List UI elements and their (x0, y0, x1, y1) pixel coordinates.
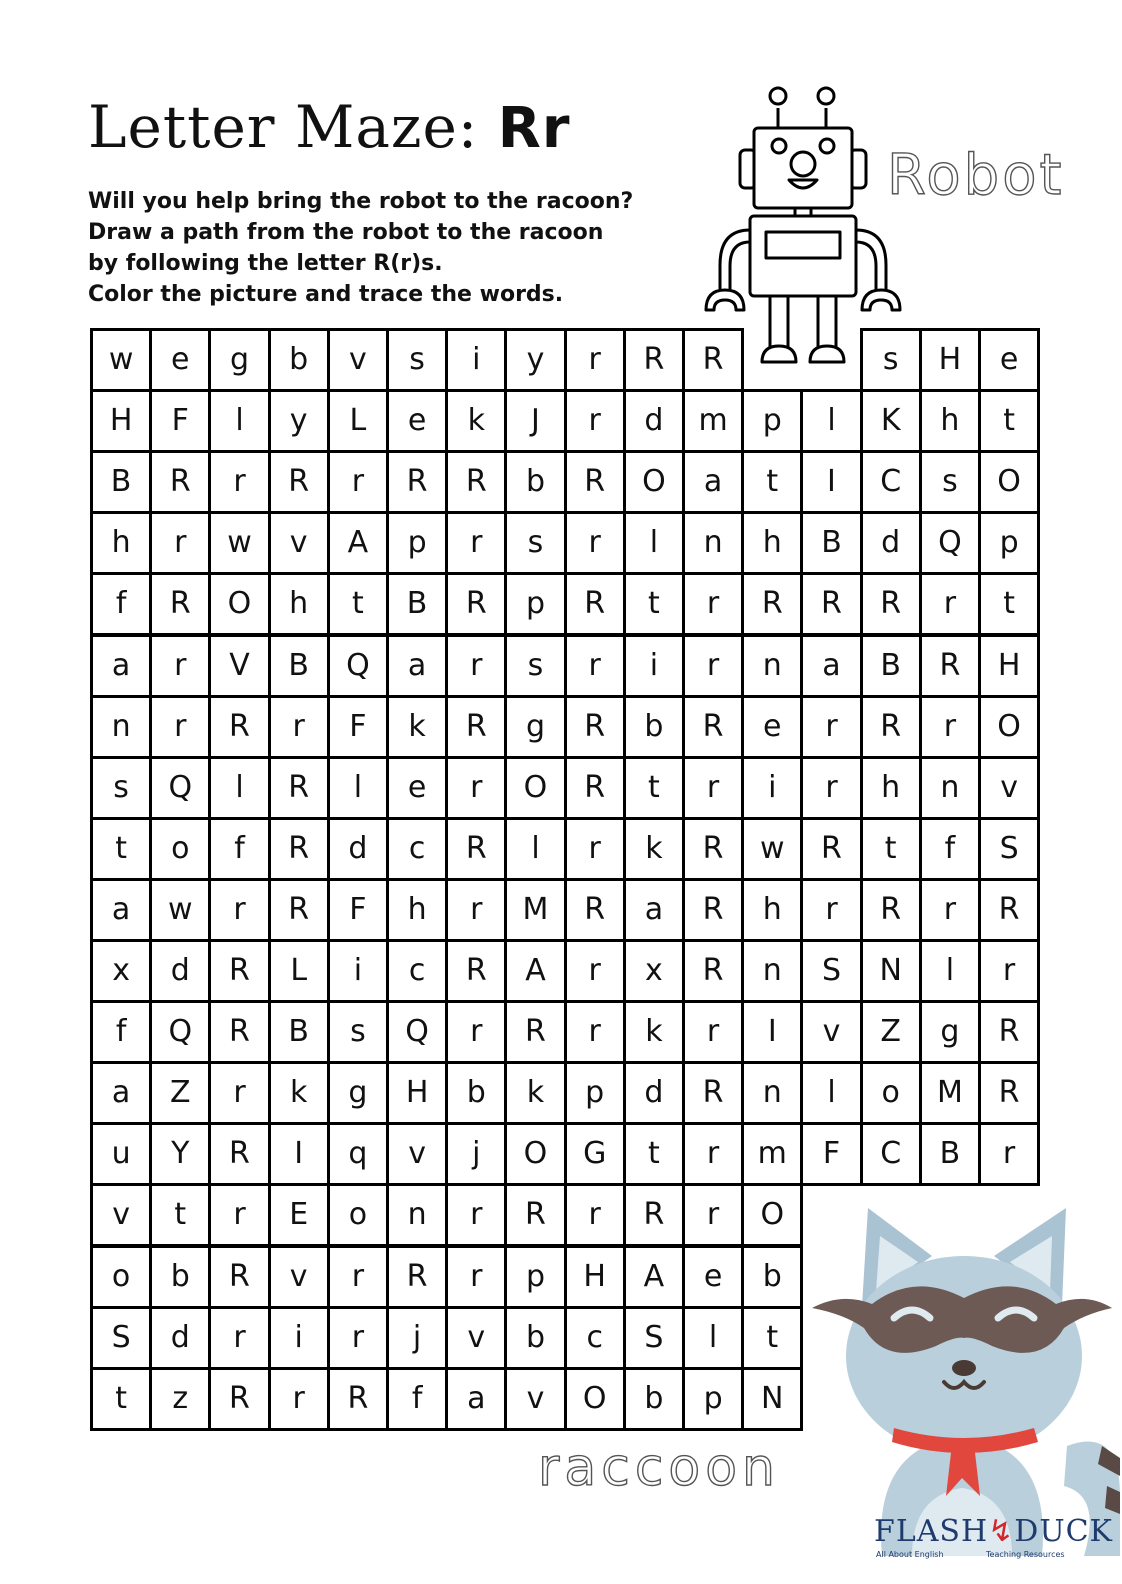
maze-cell[interactable]: d (327, 817, 389, 881)
instruction-line: Will you help bring the robot to the racoon? (88, 189, 634, 214)
maze-cell[interactable]: r (919, 572, 981, 636)
raccoon-illustration (802, 1196, 1120, 1556)
maze-cell[interactable]: o (860, 1061, 922, 1125)
maze-cell[interactable]: B (860, 634, 922, 698)
maze-cell[interactable]: l (682, 1306, 744, 1370)
maze-cell[interactable]: l (800, 1061, 862, 1125)
maze-cell[interactable]: R (386, 1245, 448, 1309)
maze-cell[interactable]: p (386, 511, 448, 575)
maze-cell[interactable]: n (741, 1061, 803, 1125)
maze-cell[interactable]: k (504, 1061, 566, 1125)
maze-cell[interactable]: k (623, 1000, 685, 1064)
maze-cell[interactable]: m (682, 389, 744, 453)
maze-cell[interactable]: R (682, 1061, 744, 1125)
maze-cell[interactable]: Q (386, 1000, 448, 1064)
maze-cell[interactable]: R (564, 572, 626, 636)
logo-tagline-left: All About English (876, 1550, 944, 1559)
maze-cell[interactable]: l (208, 389, 270, 453)
maze-cell[interactable]: r (564, 511, 626, 575)
maze-cell[interactable]: t (149, 1183, 211, 1247)
maze-cell[interactable]: r (268, 1367, 330, 1431)
maze-cell[interactable]: R (149, 572, 211, 636)
maze-cell[interactable]: R (919, 634, 981, 698)
maze-cell[interactable]: r (445, 1183, 507, 1247)
maze-cell[interactable]: B (268, 1000, 330, 1064)
maze-cell[interactable]: S (90, 1306, 152, 1370)
maze-cell[interactable]: r (564, 817, 626, 881)
maze-cell[interactable]: t (978, 572, 1040, 636)
maze-cell[interactable]: R (268, 450, 330, 514)
maze-cell[interactable]: R (564, 878, 626, 942)
maze-cell[interactable]: a (90, 878, 152, 942)
maze-cell[interactable]: R (978, 1061, 1040, 1125)
trace-word-robot[interactable]: Robot (887, 143, 1065, 208)
maze-cell[interactable]: x (90, 939, 152, 1003)
maze-cell[interactable]: p (564, 1061, 626, 1125)
maze-cell[interactable]: y (504, 328, 566, 392)
maze-cell[interactable]: f (386, 1367, 448, 1431)
maze-cell[interactable]: v (268, 1245, 330, 1309)
maze-cell[interactable]: r (445, 634, 507, 698)
maze-cell[interactable]: F (327, 878, 389, 942)
maze-cell[interactable]: r (564, 634, 626, 698)
maze-cell[interactable]: v (327, 328, 389, 392)
maze-cell[interactable]: V (208, 634, 270, 698)
maze-cell[interactable]: L (268, 939, 330, 1003)
maze-cell[interactable]: Z (860, 1000, 922, 1064)
maze-cell[interactable]: B (800, 511, 862, 575)
maze-cell[interactable]: n (741, 634, 803, 698)
lightning-icon: ↯ (988, 1514, 1015, 1549)
maze-cell[interactable]: R (860, 878, 922, 942)
maze-cell[interactable]: b (623, 1367, 685, 1431)
maze-cell[interactable]: r (327, 1306, 389, 1370)
maze-cell[interactable]: c (564, 1306, 626, 1370)
maze-cell[interactable]: g (208, 328, 270, 392)
maze-cell[interactable]: O (623, 450, 685, 514)
maze-cell[interactable]: f (208, 817, 270, 881)
maze-cell[interactable]: r (149, 695, 211, 759)
maze-cell[interactable]: Q (149, 756, 211, 820)
maze-cell[interactable]: r (445, 756, 507, 820)
maze-cell[interactable]: R (327, 1367, 389, 1431)
maze-cell[interactable]: s (504, 634, 566, 698)
maze-cell[interactable]: r (919, 695, 981, 759)
maze-cell[interactable]: H (90, 389, 152, 453)
maze-cell[interactable]: H (386, 1061, 448, 1125)
worksheet-title (88, 92, 571, 164)
maze-cell[interactable]: R (208, 1000, 270, 1064)
maze-cell[interactable]: G (564, 1122, 626, 1186)
maze-cell[interactable]: r (208, 1061, 270, 1125)
maze-cell[interactable]: R (504, 1000, 566, 1064)
maze-cell[interactable]: r (564, 328, 626, 392)
maze-cell[interactable]: N (860, 939, 922, 1003)
maze-cell[interactable]: d (149, 1306, 211, 1370)
maze-cell[interactable]: H (919, 328, 981, 392)
maze-cell[interactable]: R (682, 878, 744, 942)
maze-cell[interactable]: g (919, 1000, 981, 1064)
maze-cell[interactable]: O (504, 756, 566, 820)
maze-cell[interactable]: r (564, 1183, 626, 1247)
maze-cell[interactable]: R (386, 450, 448, 514)
maze-cell[interactable]: t (90, 1367, 152, 1431)
maze-cell[interactable]: R (208, 695, 270, 759)
maze-cell[interactable]: a (90, 634, 152, 698)
maze-cell[interactable]: r (682, 1122, 744, 1186)
maze-cell[interactable]: N (741, 1367, 803, 1431)
maze-cell[interactable]: t (860, 817, 922, 881)
maze-cell[interactable]: j (445, 1122, 507, 1186)
maze-cell[interactable]: r (327, 1245, 389, 1309)
maze-cell[interactable]: a (682, 450, 744, 514)
maze-cell[interactable]: R (445, 817, 507, 881)
maze-cell[interactable]: F (149, 389, 211, 453)
maze-cell[interactable]: p (504, 1245, 566, 1309)
maze-cell[interactable]: r (445, 511, 507, 575)
maze-cell[interactable]: R (800, 817, 862, 881)
maze-cell[interactable]: r (208, 878, 270, 942)
maze-cell[interactable]: t (623, 756, 685, 820)
maze-cell[interactable]: b (149, 1245, 211, 1309)
maze-cell[interactable]: k (623, 817, 685, 881)
maze-cell[interactable]: R (860, 572, 922, 636)
maze-cell[interactable]: v (978, 756, 1040, 820)
maze-cell[interactable]: h (386, 878, 448, 942)
logo-right-text: DUCK (1014, 1514, 1113, 1549)
maze-cell[interactable]: K (860, 389, 922, 453)
maze-cell[interactable]: R (682, 695, 744, 759)
maze-cell[interactable]: g (327, 1061, 389, 1125)
maze-cell[interactable]: A (504, 939, 566, 1003)
maze-cell[interactable]: r (149, 634, 211, 698)
maze-cell[interactable]: R (623, 328, 685, 392)
maze-cell[interactable]: R (623, 1183, 685, 1247)
maze-cell[interactable]: a (445, 1367, 507, 1431)
maze-cell[interactable]: h (741, 878, 803, 942)
maze-cell[interactable]: O (978, 450, 1040, 514)
maze-cell[interactable]: r (800, 695, 862, 759)
maze-cell[interactable]: R (682, 817, 744, 881)
maze-cell[interactable]: H (978, 634, 1040, 698)
maze-cell[interactable]: l (208, 756, 270, 820)
maze-cell[interactable]: t (623, 572, 685, 636)
maze-cell[interactable]: e (386, 389, 448, 453)
maze-cell[interactable]: r (919, 878, 981, 942)
maze-cell[interactable]: r (682, 634, 744, 698)
maze-cell[interactable]: R (445, 450, 507, 514)
maze-cell[interactable]: r (564, 389, 626, 453)
maze-cell[interactable]: R (268, 817, 330, 881)
maze-cell[interactable]: Z (149, 1061, 211, 1125)
instructions (88, 186, 688, 310)
maze-cell[interactable]: r (149, 511, 211, 575)
maze-cell[interactable]: l (504, 817, 566, 881)
maze-cell[interactable]: o (149, 817, 211, 881)
maze-cell[interactable]: i (623, 634, 685, 698)
maze-cell[interactable]: R (445, 939, 507, 1003)
maze-cell[interactable]: v (268, 511, 330, 575)
maze-cell[interactable]: s (327, 1000, 389, 1064)
maze-cell[interactable]: R (800, 572, 862, 636)
maze-cell[interactable]: d (149, 939, 211, 1003)
maze-cell[interactable]: b (741, 1245, 803, 1309)
maze-cell[interactable]: r (978, 939, 1040, 1003)
maze-cell[interactable]: e (149, 328, 211, 392)
maze-cell[interactable]: n (919, 756, 981, 820)
maze-cell[interactable]: M (919, 1061, 981, 1125)
maze-cell[interactable]: M (504, 878, 566, 942)
maze-cell[interactable]: L (327, 389, 389, 453)
maze-cell[interactable]: s (860, 328, 922, 392)
maze-cell[interactable]: O (564, 1367, 626, 1431)
maze-cell[interactable]: s (919, 450, 981, 514)
maze-cell[interactable]: H (564, 1245, 626, 1309)
maze-cell[interactable]: y (268, 389, 330, 453)
maze-cell[interactable]: r (268, 695, 330, 759)
maze-cell[interactable]: a (90, 1061, 152, 1125)
maze-cell[interactable]: F (327, 695, 389, 759)
maze-cell[interactable]: o (327, 1183, 389, 1247)
maze-cell[interactable]: d (623, 389, 685, 453)
maze-cell[interactable]: e (386, 756, 448, 820)
maze-cell[interactable]: k (386, 695, 448, 759)
flashduck-logo (874, 1514, 1113, 1562)
maze-cell[interactable]: b (504, 1306, 566, 1370)
maze-cell[interactable]: A (327, 511, 389, 575)
maze-cell[interactable]: r (208, 450, 270, 514)
maze-cell[interactable]: w (208, 511, 270, 575)
logo-tagline-right: Teaching Resources (986, 1550, 1065, 1559)
maze-cell[interactable]: s (504, 511, 566, 575)
maze-cell[interactable]: B (919, 1122, 981, 1186)
maze-cell[interactable]: v (504, 1367, 566, 1431)
maze-cell[interactable]: I (268, 1122, 330, 1186)
maze-cell[interactable]: f (919, 817, 981, 881)
instruction-line: Color the picture and trace the words. (88, 282, 564, 307)
maze-cell[interactable]: R (741, 572, 803, 636)
maze-cell[interactable]: R (268, 878, 330, 942)
maze-cell[interactable]: B (268, 634, 330, 698)
maze-cell[interactable]: E (268, 1183, 330, 1247)
maze-cell[interactable]: R (208, 1122, 270, 1186)
maze-cell[interactable]: v (445, 1306, 507, 1370)
maze-cell[interactable]: z (149, 1367, 211, 1431)
maze-cell[interactable]: n (741, 939, 803, 1003)
maze-cell[interactable]: k (445, 389, 507, 453)
maze-cell[interactable]: R (208, 939, 270, 1003)
maze-cell[interactable]: r (445, 878, 507, 942)
maze-cell[interactable]: n (386, 1183, 448, 1247)
maze-cell[interactable]: O (208, 572, 270, 636)
maze-cell[interactable]: i (268, 1306, 330, 1370)
maze-cell[interactable]: R (208, 1245, 270, 1309)
maze-cell[interactable]: Y (149, 1122, 211, 1186)
maze-cell[interactable]: Q (919, 511, 981, 575)
maze-cell[interactable]: t (741, 450, 803, 514)
title-letters: Rr (497, 96, 571, 161)
maze-cell[interactable]: r (682, 756, 744, 820)
maze-cell[interactable]: p (504, 572, 566, 636)
maze-cell[interactable]: t (327, 572, 389, 636)
maze-cell[interactable]: t (741, 1306, 803, 1370)
maze-cell[interactable]: R (682, 939, 744, 1003)
maze-cell[interactable]: b (445, 1061, 507, 1125)
maze-cell[interactable]: S (623, 1306, 685, 1370)
maze-cell[interactable]: b (504, 450, 566, 514)
maze-cell[interactable]: R (682, 328, 744, 392)
maze-cell[interactable]: C (860, 1122, 922, 1186)
maze-cell[interactable]: R (504, 1183, 566, 1247)
maze-cell[interactable]: R (978, 1000, 1040, 1064)
maze-cell[interactable]: w (90, 328, 152, 392)
maze-cell[interactable]: h (741, 511, 803, 575)
maze-cell[interactable]: Q (149, 1000, 211, 1064)
maze-cell[interactable]: r (564, 939, 626, 1003)
maze-cell[interactable]: x (623, 939, 685, 1003)
maze-cell[interactable]: R (268, 756, 330, 820)
maze-cell[interactable]: J (504, 389, 566, 453)
maze-cell[interactable]: h (268, 572, 330, 636)
trace-word-raccoon[interactable]: raccoon (538, 1438, 781, 1498)
maze-cell[interactable]: g (504, 695, 566, 759)
maze-cell[interactable]: m (741, 1122, 803, 1186)
maze-cell[interactable]: l (800, 389, 862, 453)
maze-cell[interactable]: B (90, 450, 152, 514)
maze-cell[interactable]: O (741, 1183, 803, 1247)
maze-cell[interactable]: R (445, 695, 507, 759)
maze-cell[interactable]: i (741, 756, 803, 820)
maze-cell[interactable]: c (386, 817, 448, 881)
logo-left-text: FLASH (874, 1514, 989, 1549)
maze-cell[interactable]: r (800, 756, 862, 820)
maze-cell[interactable]: o (90, 1245, 152, 1309)
maze-cell[interactable]: r (564, 1000, 626, 1064)
maze-cell[interactable]: t (978, 389, 1040, 453)
maze-cell[interactable]: h (919, 389, 981, 453)
maze-cell[interactable]: F (800, 1122, 862, 1186)
maze-cell[interactable]: w (149, 878, 211, 942)
maze-cell[interactable]: v (90, 1183, 152, 1247)
maze-cell[interactable]: r (800, 878, 862, 942)
maze-cell[interactable]: r (445, 1000, 507, 1064)
maze-cell[interactable]: O (504, 1122, 566, 1186)
maze-cell[interactable]: R (564, 450, 626, 514)
maze-cell[interactable]: k (268, 1061, 330, 1125)
maze-cell[interactable]: f (90, 572, 152, 636)
maze-cell[interactable]: R (978, 878, 1040, 942)
maze-cell[interactable]: w (741, 817, 803, 881)
maze-cell[interactable]: r (978, 1122, 1040, 1186)
maze-cell[interactable]: d (860, 511, 922, 575)
maze-cell[interactable]: q (327, 1122, 389, 1186)
maze-cell[interactable]: i (445, 328, 507, 392)
maze-cell[interactable]: r (682, 572, 744, 636)
maze-cell[interactable]: r (682, 1000, 744, 1064)
maze-cell[interactable]: R (564, 756, 626, 820)
maze-cell[interactable]: Q (327, 634, 389, 698)
maze-cell[interactable]: R (208, 1367, 270, 1431)
maze-cell[interactable]: e (978, 328, 1040, 392)
maze-cell[interactable]: S (978, 817, 1040, 881)
maze-cell[interactable]: v (800, 1000, 862, 1064)
maze-cell[interactable]: f (90, 1000, 152, 1064)
maze-cell[interactable]: b (623, 695, 685, 759)
title-main: Letter Maze: (88, 93, 479, 161)
maze-cell[interactable]: p (978, 511, 1040, 575)
maze-cell[interactable]: t (623, 1122, 685, 1186)
maze-cell[interactable]: C (860, 450, 922, 514)
maze-cell[interactable]: u (90, 1122, 152, 1186)
instruction-line: Draw a path from the robot to the racoon (88, 220, 604, 245)
maze-cell[interactable]: r (327, 450, 389, 514)
maze-cell[interactable]: n (90, 695, 152, 759)
robot-illustration (698, 80, 908, 370)
maze-cell[interactable]: n (682, 511, 744, 575)
maze-cell[interactable]: h (860, 756, 922, 820)
maze-cell[interactable]: B (386, 572, 448, 636)
instruction-line: by following the letter R(r)s. (88, 251, 443, 276)
maze-cell[interactable]: s (386, 328, 448, 392)
maze-cell[interactable]: r (682, 1183, 744, 1247)
maze-cell[interactable]: a (800, 634, 862, 698)
maze-cell[interactable]: e (741, 695, 803, 759)
maze-cell[interactable]: t (90, 817, 152, 881)
maze-cell[interactable]: r (208, 1183, 270, 1247)
maze-cell[interactable]: d (623, 1061, 685, 1125)
maze-cell[interactable]: l (919, 939, 981, 1003)
maze-cell[interactable]: e (682, 1245, 744, 1309)
maze-cell[interactable]: O (978, 695, 1040, 759)
maze-cell[interactable]: R (149, 450, 211, 514)
maze-cell[interactable]: a (386, 634, 448, 698)
maze-cell[interactable]: R (564, 695, 626, 759)
maze-cell[interactable]: I (741, 1000, 803, 1064)
maze-cell[interactable]: b (268, 328, 330, 392)
maze-cell[interactable]: s (90, 756, 152, 820)
maze-cell[interactable]: R (860, 695, 922, 759)
maze-cell[interactable]: a (623, 878, 685, 942)
maze-cell[interactable]: i (327, 939, 389, 1003)
maze-cell[interactable]: p (682, 1367, 744, 1431)
maze-cell[interactable]: l (327, 756, 389, 820)
maze-cell[interactable]: h (90, 511, 152, 575)
maze-cell[interactable]: c (386, 939, 448, 1003)
maze-cell[interactable]: r (208, 1306, 270, 1370)
maze-cell[interactable]: j (386, 1306, 448, 1370)
maze-cell[interactable]: A (623, 1245, 685, 1309)
maze-cell[interactable]: v (386, 1122, 448, 1186)
maze-cell[interactable]: S (800, 939, 862, 1003)
logo-wordmark (874, 1516, 1113, 1548)
maze-cell[interactable]: p (741, 389, 803, 453)
maze-cell[interactable]: I (800, 450, 862, 514)
maze-cell[interactable]: r (445, 1245, 507, 1309)
maze-cell[interactable]: l (623, 511, 685, 575)
maze-cell[interactable]: R (445, 572, 507, 636)
